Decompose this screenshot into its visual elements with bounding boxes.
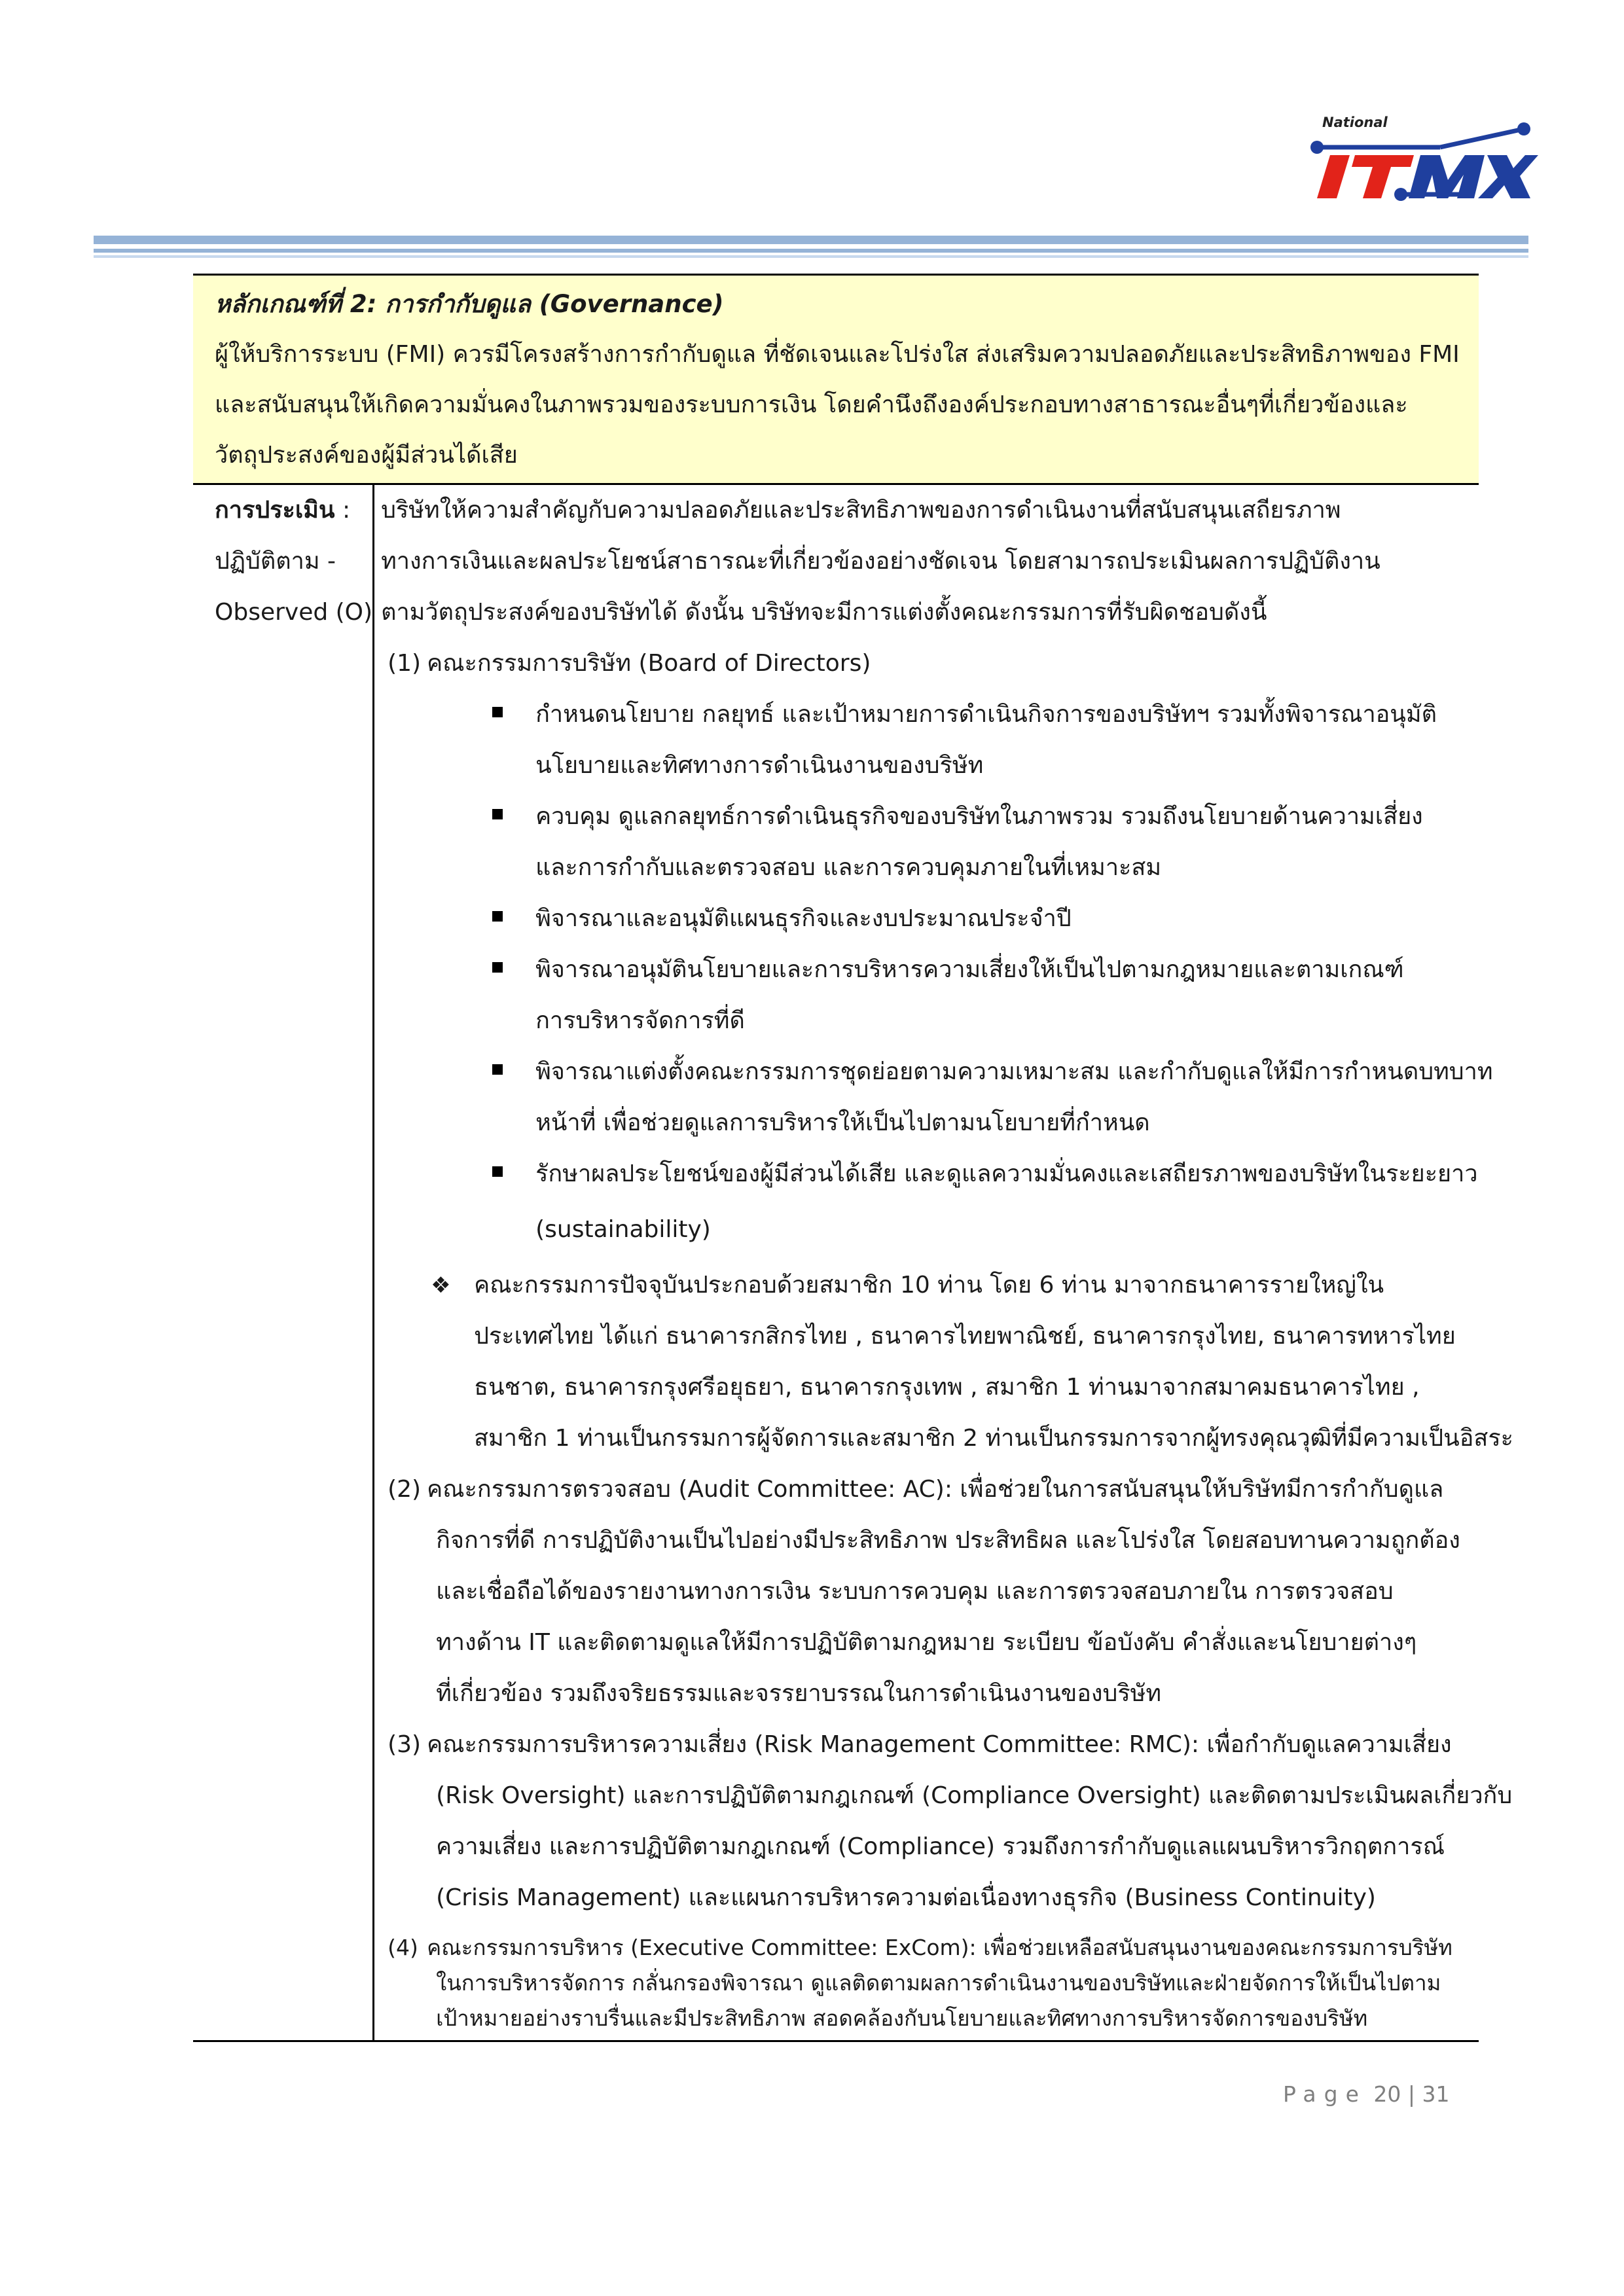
board-duty-line: การบริหารจัดการที่ดี [535, 1007, 745, 1034]
assessment-row [193, 485, 1513, 2042]
assessment-label: การประเมิน [215, 497, 335, 524]
principle-title: หลักเกณฑ์ที่ 2: การกำกับดูแล (Governance) [215, 290, 724, 318]
committee-3-line: ความเสี่ยง และการปฏิบัติตามกฎเกณฑ์ (Compliance) รวมถึงการกำกับดูแลแผนบริหารวิกฤตการณ์ [436, 1833, 1445, 1860]
assessment-detail [374, 485, 1520, 2040]
board-composition [381, 1260, 1513, 1464]
header-rule-thick [94, 236, 1528, 244]
page-separator: | [1407, 2081, 1416, 2107]
board-duty-line: รักษาผลประโยชน์ของผู้มีส่วนได้เสีย และดูแลความมั่นคงและเสถียรภาพของบริษัทในระยะยาว [381, 1149, 1513, 1200]
board-duty-item [381, 791, 1513, 893]
board-duty-item [381, 689, 1513, 791]
committee-2-number: (2) [388, 1476, 422, 1503]
committee-3-number: (3) [388, 1731, 422, 1758]
board-duty-item [381, 1047, 1513, 1149]
committee-1-title: คณะกรรมการบริษัท (Board of Directors) [427, 650, 871, 677]
board-duty-line: พิจารณาและอนุมัติแผนธุรกิจและงบประมาณประจำปี [381, 893, 1513, 944]
header-rule-mid [94, 249, 1528, 253]
committee-2-line: และเชื่อถือได้ของรายงานทางการเงิน ระบบการควบคุม และการตรวจสอบภายใน การตรวจสอบ [436, 1578, 1394, 1605]
intro-line: ตามวัตถุประสงค์ของบริษัทได้ ดังนั้น บริษัทจะมีการแต่งตั้งคณะกรรมการที่รับผิดชอบดังนี้ [381, 599, 1267, 626]
principle-line: วัตถุประสงค์ของผู้มีส่วนได้เสีย [215, 442, 518, 469]
board-composition-line: ธนชาต, ธนาคารกรุงศรีอยุธยา, ธนาคารกรุงเทพ , สมาชิก 1 ท่านมาจากสมาคมธนาคารไทย , [474, 1374, 1420, 1401]
page-total: 31 [1422, 2081, 1450, 2107]
board-duty-line: หน้าที่ เพื่อช่วยดูแลการบริหารให้เป็นไปตามนโยบายที่กำหนด [535, 1109, 1150, 1136]
logo-national-text: National [1322, 115, 1388, 130]
committee-2-line: (2) คณะกรรมการตรวจสอบ (Audit Committee: AC): เพื่อช่วยในการสนับสนุนให้บริษัทมีการกำกับดูแล [381, 1464, 1513, 1515]
board-duty-item [381, 944, 1513, 1047]
committee-4-line: เป้าหมายอย่างราบรื่นและมีประสิทธิภาพ สอดคล้องกับนโยบายและทิศทางการบริหารจัดการของบริษัท [436, 2005, 1368, 2031]
board-duty-item [381, 893, 1513, 944]
header-rule-thin [94, 255, 1528, 258]
committee-2-line: กิจการที่ดี การปฏิบัติงานเป็นไปอย่างมีประสิทธิภาพ ประสิทธิผล และโปร่งใส โดยสอบทานความถูกต้อง [436, 1527, 1460, 1554]
board-duty-line: พิจารณาแต่งตั้งคณะกรรมการชุดย่อยตามความเหมาะสม และกำกับดูแลให้มีการกำหนดบทบาท [381, 1047, 1513, 1098]
assessment-label-line [215, 485, 372, 536]
page-word: Page [1283, 2081, 1367, 2107]
committee-2-line: ทางด้าน IT และติดตามดูแลให้มีการปฏิบัติตามกฎหมาย ระเบียบ ข้อบังคับ คำสั่งและนโยบายต่างๆ [436, 1629, 1417, 1656]
board-duty-line: และการกำกับและตรวจสอบ และการควบคุมภายในที่เหมาะสม [535, 854, 1162, 881]
committee-4-line: ในการบริหารจัดการ กลั่นกรองพิจารณา ดูแลติดตามผลการดำเนินงานของบริษัทและฝ่ายจัดการให้เป็นไปตาม [436, 1970, 1441, 1996]
assessment-result: ปฏิบัติตาม - [215, 548, 336, 575]
assessment-column [193, 485, 374, 2040]
page-footer [1283, 2081, 1450, 2107]
intro-line: ทางการเงินและผลประโยชน์สาธารณะที่เกี่ยวข้องอย่างชัดเจน โดยสามารถประเมินผลการปฏิบัติงาน [381, 548, 1380, 575]
principle-line: และสนับสนุนให้เกิดความมั่นคงในภาพรวมของระบบการเงิน โดยคำนึงถึงองค์ประกอบทางสาธารณะอื่นๆที่เกี่ยวข้องและ [215, 391, 1408, 418]
principle-line: ผู้ให้บริการระบบ (FMI) ควรมีโครงสร้างการกำกับดูแล ที่ชัดเจนและโปร่งใส ส่งเสริมความปลอดภัยและประสิทธิภาพของ FMI [215, 341, 1460, 368]
board-composition-line: ❖ คณะกรรมการปัจจุบันประกอบด้วยสมาชิก 10 ท่าน โดย 6 ท่าน มาจากธนาคารรายใหญ่ใน [381, 1260, 1513, 1311]
committee-2-line: ที่เกี่ยวข้อง รวมถึงจริยธรรมและจรรยาบรรณในการดำเนินงานของบริษัท [436, 1680, 1162, 1707]
board-composition-line: สมาชิก 1 ท่านเป็นกรรมการผู้จัดการและสมาชิก 2 ท่านเป็นกรรมการจากผู้ทรงคุณวุฒิที่มีความเป็นอิสระ [474, 1425, 1513, 1452]
diamond-bullet-icon: ❖ [431, 1272, 451, 1299]
assessment-colon: : [334, 497, 351, 524]
board-duty-line: กำหนดนโยบาย กลยุทธ์ และเป้าหมายการดำเนินกิจการของบริษัทฯ รวมทั้งพิจารณาอนุมัติ [381, 689, 1513, 740]
board-composition-line: ประเทศไทย ได้แก่ ธนาคารกสิกรไทย , ธนาคารไทยพาณิชย์, ธนาคารกรุงไทย, ธนาคารทหารไทย [474, 1323, 1456, 1350]
committee-4-number: (4) [388, 1935, 418, 1960]
principle-table [193, 274, 1513, 2042]
committee-3-line: (Risk Oversight) และการปฏิบัติตามกฎเกณฑ์ (Compliance Oversight) และติดตามประเมินผลเกี่ยวกับ [436, 1782, 1513, 1809]
board-duty-item [381, 1149, 1513, 1260]
committee-1-heading [381, 638, 1513, 689]
board-duty-line: (sustainability) [535, 1216, 711, 1243]
itmx-logo [1303, 115, 1538, 213]
intro-line: บริษัทให้ความสำคัญกับความปลอดภัยและประสิทธิภาพของการดำเนินงานที่สนับสนุนเสถียรภาพ [381, 497, 1341, 524]
assessment-result-en: Observed (O) [215, 599, 373, 626]
committee-3-line: (3) คณะกรรมการบริหารความเสี่ยง (Risk Management Committee: RMC): เพื่อกำกับดูแลความเสี่ยง [381, 1719, 1513, 1770]
committee-1-number: (1) [388, 650, 422, 677]
board-duty-line: ควบคุม ดูแลกลยุทธ์การดำเนินธุรกิจของบริษัทในภาพรวม รวมถึงนโยบายด้านความเสี่ยง [381, 791, 1513, 842]
board-duty-line: นโยบายและทิศทางการดำเนินงานของบริษัท [535, 752, 984, 779]
board-duty-line: พิจารณาอนุมัตินโยบายและการบริหารความเสี่ยงให้เป็นไปตามกฎหมายและตามเกณฑ์ [381, 944, 1513, 996]
principle-box [193, 274, 1479, 485]
page-current: 20 [1373, 2081, 1401, 2107]
committee-3-line: (Crisis Management) และแผนการบริหารความต่อเนื่องทางธุรกิจ (Business Continuity) [436, 1884, 1376, 1911]
committee-4-line: (4) คณะกรรมการบริหาร (Executive Committee: ExCom): เพื่อช่วยเหลือสนับสนุนงานของคณะกรรมการบริษัท [381, 1930, 1513, 1965]
